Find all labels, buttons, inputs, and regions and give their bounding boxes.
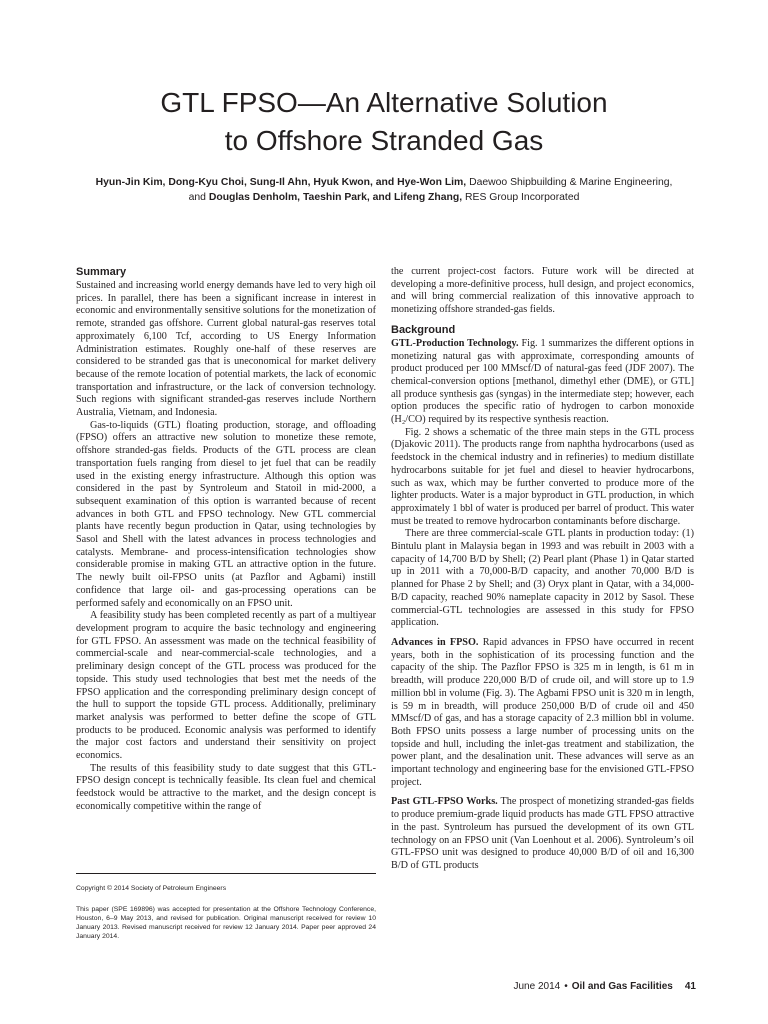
author-names-2: Douglas Denholm, Taeshin Park, and Lifeng Zhang, [208,191,463,203]
affiliation-2: RES Group Incorporated [465,191,580,203]
bullet-separator: • [564,981,568,992]
page-footer [513,981,696,992]
publication-note: This paper (SPE 169896) was accepted for presentation at the Offshore Technology Conference, Houston, 6–9 May 2013, and revised for publication. Original manuscript received for review 10 January 2013. Revised manuscript received for review 12 January 2014. Paper peer approved 24 January 2014. [76,906,376,940]
summary-paragraph-5: the current project-cost factors. Future work will be directed at developing a more-definitive process, hull design, and project economics, and will bring commercial realization of this innovative approach to monetizing offshore stranded-gas fields. [391,266,694,316]
summary-paragraph-2: Gas-to-liquids (GTL) floating production, storage, and offloading (FPSO) offers an attractive new solution to monetize these remote, offshore stranded-gas fields. Products of the GTL process are clean transportation fuels ranging from diesel to jet fuel that can be readily used in the existing energy infrastructure. Although this option was considered in the past by Syntroleum and Statoil in mid-2000, a subsequent examination of this option is warranted because of recent advances in both GTL and FPSO technology. New GTL commercial plants have recently begun production in Qatar, using technologies by Sasol and Shell with the latest advances in process technologies and catalysts. Membrane- and process-intensification technologies show considerable promise in making GTL an attractive option in the future. The newly built oil-FPSO units (at Pazflor and Agbami) instill confidence that large oil- and gas-processing operations can be performed safely and economically on an FPSO unit. [76,419,376,609]
gtl-paragraph-2: Fig. 2 shows a schematic of the three main steps in the GTL process (Djakovic 2011). The products range from naphtha hydrocarbons (used as feedstock in the chemical industry and in refineries) to medium distillate hydrocarbons suitable for jet fuel and diesel to heavier hydrocarbons, such as wax, which may be further converted to produce more of the lighter products. Water is a major byproduct in GTL production, in which approximately 1 bbl of water is produced per barrel of product. This water must be treated to remove hydrocarbon contaminants before discharge. [391,426,694,527]
page-number: 41 [684,981,696,992]
title-line-1: GTL FPSO—An Alternative Solution [160,87,608,118]
background-heading: Background [391,323,456,336]
author-line-1 [60,176,708,191]
article-title [60,84,708,160]
fpso-paragraph-text: Rapid advances in FPSO have occurred in recent years, both in the sophistication of its processing function and the capacity of the ship. The Pazflor FPSO is 325 m in length, is 61 m in breadth, will produce 220,000 B/D of crude oil, and will store up to 1.9 million bbl in volume (Fig. 3). The Agbami FPSO unit is 320 m in length, is 59 m in breadth, will produce 250,000 B/D of crude oil and 450 MMscf/D of gas, and has a storage capacity of 2.3 million bbl in volume. Both FPSO units possess a large number of processing units on the topside and hull, including the inlet-gas treatment and stabilization, the power plant, and the desalination unit. These advances will serve as an important technology and engineering base for the envisioned GTL-FPSO project. [391,636,695,788]
gtl-run-in-head: GTL-Production Technology. [391,337,519,349]
fpso-run-in-head: Advances in FPSO. [391,636,479,648]
gtl-paragraph-3: There are three commercial-scale GTL plants in production today: (1) Bintulu plant in Malaysia began in 1993 and was rebuilt in 2003 with a capacity of 14,700 B/D by Shell; (2) Pearl plant (Phase 1) in Qatar started up in 2011 with a 70,000-B/D capacity, and another 70,000 B/D is planned for Phase 2 by Shell; and (3) Oryx plant in Qatar, with a 34,000-B/D capacity, reached 90% nameplate capacity in 2012 by Sasol. These commercial-GTL technologies are assessed in this study for FPSO application. [391,528,694,629]
author-conjunction: and [188,191,206,203]
journal-name: Oil and Gas Facilities [571,981,673,992]
issue-date: June 2014 [513,981,561,992]
affiliation-1: Daewoo Shipbuilding & Marine Engineering, [469,177,673,188]
footnote-rule [76,873,376,874]
gtl-paragraph-1 [391,338,694,427]
past-works-paragraph [391,796,694,872]
summary-heading: Summary [76,266,127,278]
fpso-paragraph [391,637,694,789]
copyright-note: Copyright © 2014 Society of Petroleum Engineers [76,885,227,892]
author-block [60,176,708,205]
past-works-paragraph-text: The prospect of monetizing stranded-gas fields to produce premium-grade liquid products has made GTL FPSO attractive in the past. Syntroleum has pursued the development of its own GTL technology on an FPSO unit (Van Loenhout et al. 2006). Syntroleum’s oil GTL-FPSO unit was designed to produce 40,000 B/D of oil and 16,300 B/D of GTL products [391,796,694,871]
gtl-paragraph-1-text: Fig. 1 summarizes the different options in monetizing natural gas with approximate, corresponding amounts of product produced per 100 MMscf/D of natural-gas feed (JDF 2007). The chemical-conversion options [methanol, dimethyl ether (DME), or GTL] all produce synthesis gas (syngas) in the intermediate step; however, each option produces the specific ratio of hydrogen to carbon monoxide (H₂/CO) required by its respective synthesis reaction. [391,337,695,426]
summary-paragraph-4: The results of this feasibility study to date suggest that this GTL-FPSO design concept is technically feasible. Its clean fuel and chemical feedstock would be attractive to the market, and the design concept is economically competitive within the range of [76,762,376,812]
author-line-2 [60,191,708,206]
left-column [76,266,376,814]
past-works-run-in-head: Past GTL-FPSO Works. [391,796,498,808]
title-line-2: to Offshore Stranded Gas [224,125,544,156]
author-names-1: Hyun-Jin Kim, Dong-Kyu Choi, Sung-Il Ahn, Hyuk Kwon, and Hye-Won Lim, [95,177,467,188]
summary-paragraph-3: A feasibility study has been completed recently as part of a multiyear development program to acquire the basic technology and engineering for GTL FPSO. An assessment was made on the technical feasibility of commercial-scale and near-commercial-scale technologies, and a preliminary design concept of the GTL process was produced for the topside. This study used technologies that best met the needs of the FPSO application and the corresponding preliminary design concept of the hull to support the topside GTL process. Additionally, preliminary market analysis was performed to better define the scope of GTL products to be produced. Economic analysis was performed to identify the major cost factors and understand their sensitivity on project economics. [76,610,376,762]
right-column [391,266,694,873]
summary-paragraph-1: Sustained and increasing world energy demands have led to very high oil prices. In parallel, there has been a significant increase in interest in economic and environmentally sensitive solutions for the monetization of remote, stranded gas offshore. Current global natural-gas reserves total approximately 6,100 Tcf, according to US Energy Information Administration estimates. Roughly one-half of these reserves are considered to be stranded gas that is uneconomical for market delivery because of the remote location of potential markets, the lack of economic transportation and infrastructure, or the lack of conversion technology. Such regions with significant stranded-gas reserves include Northern Australia, Vietnam, and Indonesia. [76,280,376,419]
